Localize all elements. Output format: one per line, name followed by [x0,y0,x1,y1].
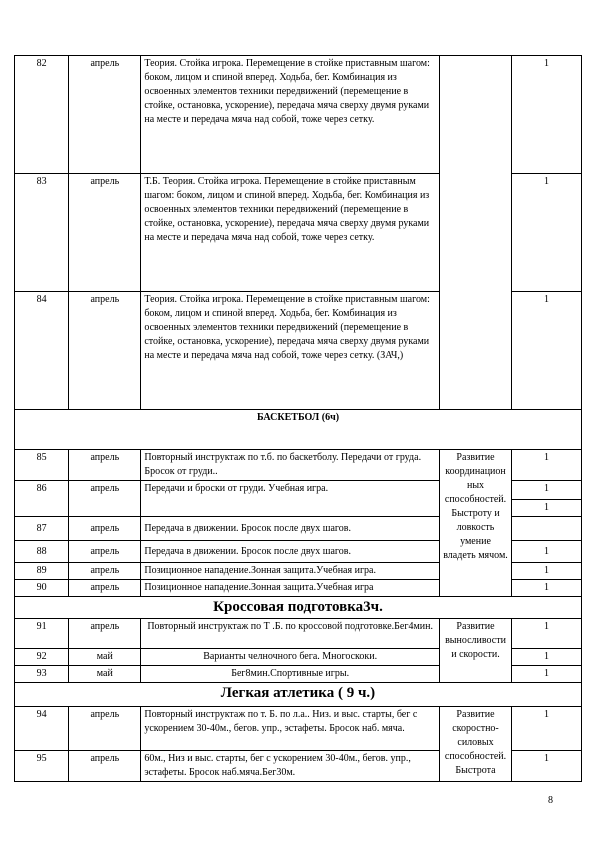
section-row [15,683,582,707]
lesson-month: апрель [69,707,141,751]
lesson-hours: 1 [512,541,582,563]
table-row [15,56,582,174]
lesson-number: 91 [15,619,69,649]
lesson-hours: 1 [512,751,582,782]
lesson-topic: Передача в движении. Бросок после двух шагов. [141,541,440,563]
lesson-month: апрель [69,541,141,563]
lesson-topic: Передача в движении. Бросок после двух шагов. [141,517,440,541]
lesson-topic: Передачи и броски от груди. Учебная игра. [141,481,440,517]
lesson-number: 88 [15,541,69,563]
lesson-number: 86 [15,481,69,517]
lesson-hours: 1 [512,666,582,683]
lesson-number: 82 [15,56,69,174]
lesson-month: апрель [69,517,141,541]
lesson-hours [512,517,582,541]
lesson-topic: Повторный инструктаж по т. Б. по л.а.. Низ. и выс. старты, бег с ускорением 30-40м., бегов. упр., эстафеты. Бросок наб. мяча. [141,707,440,751]
section-title-cross: Кроссовая подготовка3ч. [15,597,582,619]
lesson-month: апрель [69,580,141,597]
lesson-month: май [69,649,141,666]
lesson-month: апрель [69,751,141,782]
lesson-hours: 1 [512,56,582,174]
lesson-number: 92 [15,649,69,666]
lesson-hours: 1 [512,174,582,292]
lesson-topic: Повторный инструктаж по Т .Б. по кроссовой подготовке.Бег4мин. [141,619,440,649]
lesson-number: 83 [15,174,69,292]
lesson-hours: 1 [512,707,582,751]
lesson-topic: 60м., Низ и выс. старты, бег с ускорением 30-40м., бегов. упр., эстафеты. Бросок наб.мяча.Бег30м. [141,751,440,782]
table-row [15,619,582,649]
section-row [15,597,582,619]
lesson-topic: Варианты челночного бега. Многоскоки. [141,649,440,666]
lesson-hours-b: 1 [544,502,550,513]
lesson-hours: 1 [512,450,582,481]
lesson-month: апрель [69,174,141,292]
lesson-hours-a: 1 [512,481,581,500]
lesson-number: 94 [15,707,69,751]
table-row [15,707,582,751]
lesson-topic: Повторный инструктаж по т.б. по баскетболу. Передачи от груда. Бросок от груди.. [141,450,440,481]
skill-description: Развитие скоростно-силовых способностей. Быстрота [439,707,511,782]
lesson-hours: 1 [512,649,582,666]
lesson-topic: Т.Б. Теория. Стойка игрока. Перемещение в стойке приставным шагом: боком, лицом и спиной вперед. Ходьба, бег. Комбинация из освоенных элементов техники передвижений (перемещение в стойке, остановка, ускорение), передача мяча сверху двумя руками на месте и передача мяча над собой, тоже через сетку. [141,174,440,292]
lesson-month: апрель [69,563,141,580]
lesson-month: апрель [69,56,141,174]
lesson-topic: Бег8мин.Спортивные игры. [141,666,440,683]
lesson-number: 93 [15,666,69,683]
section-row [15,410,582,450]
lesson-topic: Теория. Стойка игрока. Перемещение в стойке приставным шагом: боком, лицом и спиной вперед. Ходьба, бег. Комбинация из освоенных элементов техники передвижений (перемещение в стойке, остановка, ускорение), передача мяча сверху двумя руками на месте и передача мяча над собой, тоже через сетку. [141,56,440,174]
lesson-number: 84 [15,292,69,410]
lesson-hours [512,481,582,517]
section-title-basketball: БАСКЕТБОЛ (6ч) [15,410,582,450]
skill-cell-empty [439,56,511,410]
lesson-number: 90 [15,580,69,597]
lesson-number: 89 [15,563,69,580]
lesson-number: 95 [15,751,69,782]
lesson-month: май [69,666,141,683]
lesson-plan-table [14,55,582,782]
lesson-topic: Позиционное нападение.Зонная защита.Учебная игра [141,580,440,597]
table-row [15,450,582,481]
lesson-month: апрель [69,619,141,649]
lesson-month: апрель [69,481,141,517]
section-title-athletics: Легкая атлетика ( 9 ч.) [15,683,582,707]
lesson-topic: Теория. Стойка игрока. Перемещение в стойке приставным шагом: боком, лицом и спиной вперед. Ходьба, бег. Комбинация из освоенных элементов техники передвижений (перемещение в стойке, остановка, ускорение), передача мяча сверху двумя руками на месте и передача мяча над собой, тоже через сетку. (ЗАЧ,) [141,292,440,410]
lesson-month: апрель [69,450,141,481]
skill-description: Развитие выносливости и скорости. [439,619,511,683]
lesson-topic: Позиционное нападение.Зонная защита.Учебная игра. [141,563,440,580]
lesson-hours: 1 [512,563,582,580]
page-number: 8 [548,795,553,806]
lesson-hours: 1 [512,292,582,410]
lesson-hours: 1 [512,619,582,649]
skill-description: Развитие координацион ных способностей. Быстроту и ловкость умение владеть мячом. [439,450,511,597]
lesson-number: 87 [15,517,69,541]
lesson-hours: 1 [512,580,582,597]
lesson-month: апрель [69,292,141,410]
lesson-number: 85 [15,450,69,481]
